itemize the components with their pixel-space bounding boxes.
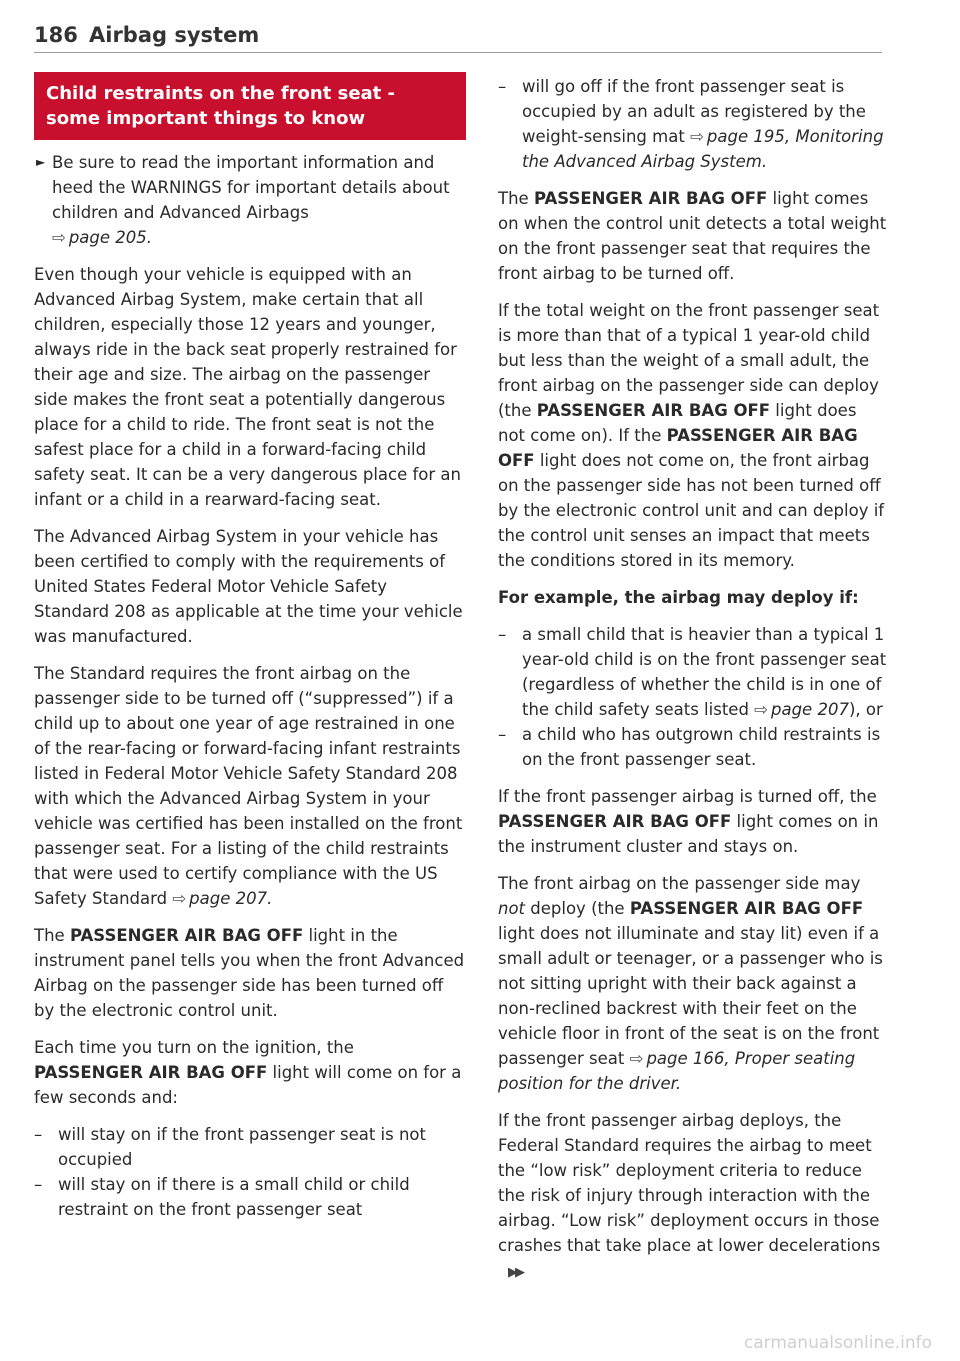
warning-light-name: PASSENGER AIR BAG OFF xyxy=(34,1063,268,1082)
bullet-item xyxy=(34,150,466,250)
paragraph: If the total weight on the front passenger seat is more than that of a typical 1 year-old child but less than the weight of a small adult, the front airbag on the passenger side can deploy (the PASSENGER AIR BAG OFF light does not come on). If the PASSENGER AIR BAG OFF light does not come on, the front airbag on the passenger side has not been turned off by the electronic control unit and can deploy if the control unit senses an impact that meets the conditions stored in its memory. xyxy=(498,301,885,570)
warning-light-name: PASSENGER AIR BAG OFF xyxy=(536,401,771,420)
paragraph: The Advanced Airbag System in your vehicle has been certified to comply with the requirements of United States Federal Motor Vehicle Safety Standard 208 as applicable at the time your vehicle was manufactured. xyxy=(34,527,463,646)
list-item: – will go off if the front passenger seat is occupied by an adult as registered by the weight-sensing mat ⇨ page 195, Monitoring the Advanced Airbag System. xyxy=(498,74,888,174)
dash-icon: – xyxy=(498,625,507,644)
page-number: 186 xyxy=(34,23,78,47)
paragraph: The Standard requires the front airbag on the passenger side to be turned off (“suppressed”) if a child up to about one year of age restrained in one of the rear-facing or forward-facing infant restraints listed in Federal Motor Vehicle Safety Standard 208 with which the Advanced Airbag System in your vehicle was certified has been installed on the front passenger seat. For a listing of the child restraints that were used to certify compliance with the US Safety Standard ⇨ page 207. xyxy=(34,661,466,911)
paragraph: If the front passenger airbag is turned off, the PASSENGER AIR BAG OFF light comes on in the instrument cluster and stays on. xyxy=(498,787,879,856)
warning-light-name: PASSENGER AIR BAG OFF xyxy=(69,926,304,945)
warning-light-name: PASSENGER AIR BAG OFF xyxy=(533,189,768,208)
paragraph: If the front passenger airbag deploys, the Federal Standard requires the airbag to meet the “low risk” deployment criteria to reduce the risk of injury through interaction with the airbag. “Low risk” deployment occurs in those crashes that take place at lower decelerations ▶▶ xyxy=(498,1108,888,1285)
dash-list xyxy=(498,622,888,772)
continue-arrow-icon: ▶▶ xyxy=(508,1265,522,1280)
list-item: – will stay on if the front passenger seat is not occupied xyxy=(34,1122,466,1172)
bullet-icon: ► xyxy=(36,155,46,169)
paragraph: The front airbag on the passenger side may not deploy (the PASSENGER AIR BAG OFF light does not illuminate and stay lit) even if a small adult or teenager, or a passenger who is not sitting upright with their back against a non-reclined backrest with their feet on the vehicle floor in front of the seat is on the front passenger seat ⇨ page 166, Proper seating position for the driver. xyxy=(498,874,883,1093)
list-item: – will stay on if there is a small child or child restraint on the front passenger seat xyxy=(34,1172,466,1222)
warning-light-name: PASSENGER AIR BAG OFF xyxy=(498,812,732,831)
paragraph: The PASSENGER AIR BAG OFF light comes on when the control unit detects a total weight on the front passenger seat that requires the front airbag to be turned off. xyxy=(498,189,887,283)
topic-title-box: Child restraints on the front seat - some important things to know xyxy=(34,72,466,140)
page-reference-link[interactable]: page 195, Monitoring the Advanced Airbag System. xyxy=(522,127,884,171)
emphasis: not xyxy=(498,899,526,918)
page-reference-link[interactable]: page 205. xyxy=(68,228,153,247)
dash-icon: – xyxy=(34,1175,43,1194)
dash-list xyxy=(498,74,888,174)
right-column xyxy=(498,74,888,1297)
reference-arrow-icon: ⇨ xyxy=(690,127,704,146)
dash-icon: – xyxy=(498,77,507,96)
paragraph: The PASSENGER AIR BAG OFF light in the instrument panel tells you when the front Advanced Airbag on the passenger side has been turned off by the electronic control unit. xyxy=(34,926,465,1020)
dash-list xyxy=(34,1122,466,1222)
page-reference-link[interactable]: page 207. xyxy=(189,889,273,908)
page-header xyxy=(34,18,882,53)
dash-icon: – xyxy=(498,725,507,744)
list-item: – a child who has outgrown child restraints is on the front passenger seat. xyxy=(498,722,888,772)
page-reference-link[interactable]: page 166, Proper seating position for the driver. xyxy=(498,1049,856,1093)
subheading: For example, the airbag may deploy if: xyxy=(498,588,859,607)
reference-arrow-icon: ⇨ xyxy=(172,889,187,908)
section-title: Airbag system xyxy=(89,23,260,47)
warning-light-name: PASSENGER AIR BAG OFF xyxy=(498,426,858,470)
paragraph: Each time you turn on the ignition, the PASSENGER AIR BAG OFF light will come on for a few seconds and: xyxy=(34,1038,462,1107)
list-item: – a small child that is heavier than a typical 1 year-old child is on the front passenger seat (regardless of whether the child is in one of the child safety seats listed ⇨ page 207), or xyxy=(498,622,888,722)
reference-arrow-icon: ⇨ xyxy=(754,700,768,719)
watermark: carmanualsonline.info xyxy=(743,1333,932,1353)
bullet-text: Be sure to read the important information and heed the WARNINGS for important details about children and Advanced Airbags xyxy=(52,153,450,222)
page-reference-link[interactable]: page 207 xyxy=(771,700,849,719)
paragraph: Even though your vehicle is equipped with an Advanced Airbag System, make certain that all children, especially those 12 years and younger, always ride in the back seat properly restrained for their age and size. The airbag on the passenger side makes the front seat a potentially dangerous place for a child to ride. The front seat is not the safest place for a child in a forward-facing child safety seat. It can be a very dangerous place for an infant or a child in a rearward-facing seat. xyxy=(34,265,461,509)
reference-arrow-icon: ⇨ xyxy=(52,228,66,247)
dash-icon: – xyxy=(34,1125,43,1144)
warning-light-name: PASSENGER AIR BAG OFF xyxy=(629,899,864,918)
reference-arrow-icon: ⇨ xyxy=(629,1049,644,1068)
left-column xyxy=(34,72,466,1234)
